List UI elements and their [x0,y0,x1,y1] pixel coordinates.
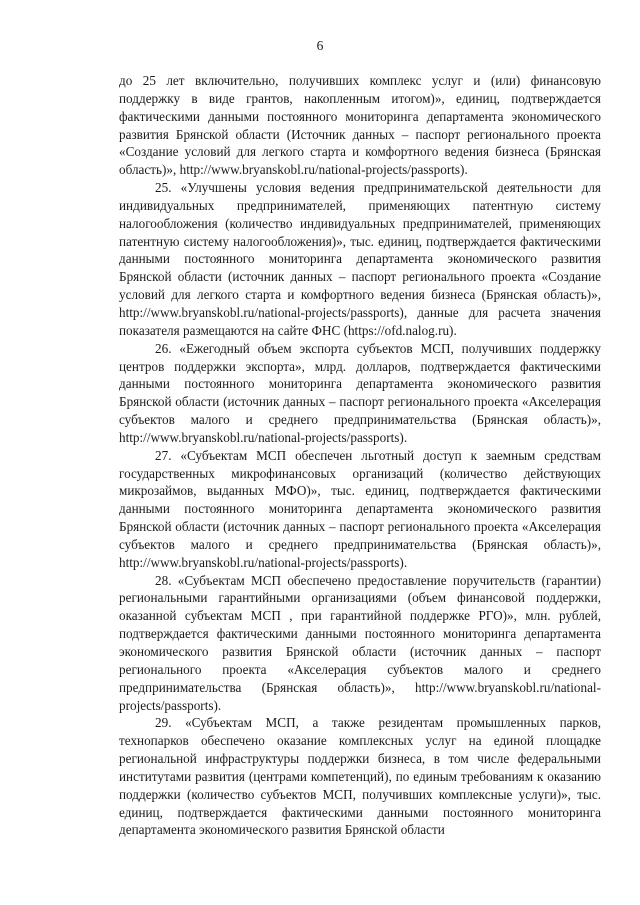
paragraph-item-27: 27. «Субъектам МСП обеспечен льготный доступ к заемным средствам государственных микрофинансовых организаций (количество действующих микрозаймов, выданных МФО)», тыс. единиц, подтверждается фактическими данными постоянного мониторинга департамента экономического развития Брянской области (источник данных – паспорт регионального проекта «Акселерация субъектов малого и среднего предпринимательства (Брянская область)», http://www.bryanskobl.ru/national-projects/passports). [119,447,601,570]
paragraph-item-29: 29. «Субъектам МСП, а также резидентам промышленных парков, технопарков обеспечено оказание комплексных услуг на единой площадке региональной инфраструктуры поддержки бизнеса, в том числе федеральными институтами развития (центрами компетенций), по единым требованиям к оказанию поддержки (количество субъектов МСП, получивших комплексные услуги)», тыс. единиц, подтверждается фактическими данными постоянного мониторинга департамента экономического развития Брянской области [119,715,601,838]
paragraph-continuation: до 25 лет включительно, получивших комплекс услуг и (или) финансовую поддержку в виде грантов, накопленным итогом)», единиц, подтверждается фактическими данными постоянного мониторинга департамента экономического развития Брянской области (Источник данных – паспорт регионального проекта «Создание условий для легкого старта и комфортного ведения бизнеса (Брянская область)», http://www.bryanskobl.ru/national-projects/passports). [119,73,601,178]
paragraph-item-28: 28. «Субъектам МСП обеспечено предоставление поручительств (гарантии) региональными гарантийными организациями (объем финансовой поддержки, оказанной субъектам МСП , при гарантийной поддержке РГО)», млн. рублей, подтверждается фактическими данными постоянного мониторинга департамента экономического развития Брянской области (источник данных – паспорт регионального проекта «Акселерация субъектов малого и среднего предпринимательства (Брянская область)», http://www.bryanskobl.ru/national-projects/passports). [119,572,601,713]
document-body [119,72,601,839]
page-number: 6 [316,38,324,53]
paragraph-item-25: 25. «Улучшены условия ведения предпринимательской деятельности для индивидуальных предпринимателей, применяющих патентную систему налогообложения (количество индивидуальных предпринимателей, применяющих патентную систему налогообложения)», тыс. единиц, подтверждается фактическими данными постоянного мониторинга департамента экономического развития Брянской области (источник данных – паспорт регионального проекта «Создание условий для легкого старта и комфортного ведения бизнеса (Брянская область)», http://www.bryanskobl.ru/national-projects/passports), данные для расчета значения показателя размещаются на сайте ФНС (https://ofd.nalog.ru). [119,180,601,338]
paragraph-item-26: 26. «Ежегодный объем экспорта субъектов МСП, получивших поддержку центров поддержки экспорта», млрд. долларов, подтверждается фактическими данными постоянного мониторинга департамента экономического развития Брянской области (источник данных – паспорт регионального проекта «Акселерация субъектов малого и среднего предпринимательства (Брянская область)», http://www.bryanskobl.ru/national-projects/passports). [119,340,601,445]
